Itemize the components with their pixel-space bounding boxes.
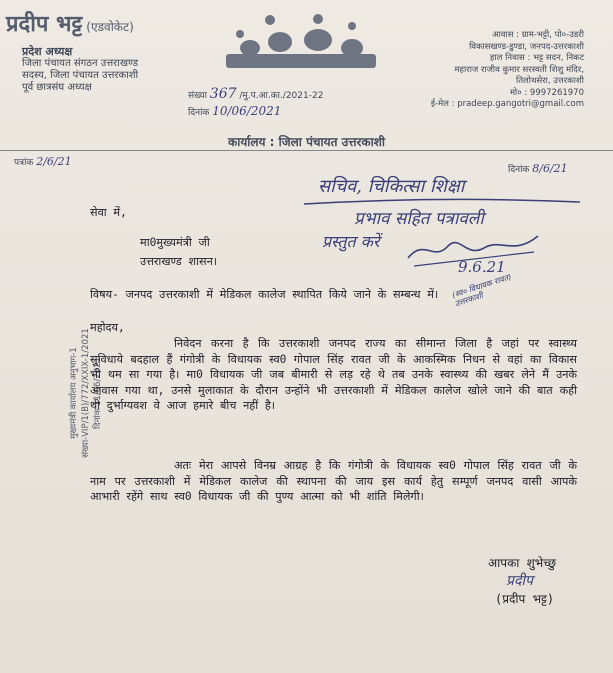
emblem-logo [220,14,380,74]
sender-name: प्रदीप भट्ट (एडवोकेट) [6,12,134,37]
recipient: मा0मुख्यमंत्री जी उत्तराखण्ड शासन। [140,236,218,268]
header-divider [0,150,613,151]
patrank: पत्रांक 2/6/21 [14,155,72,168]
sender-titles: प्रदेश अध्यक्ष जिला पंचायत संगठन उत्तराखण्ड सदस्य, जिला पंचायत उत्तरकाशी पूर्व छात्रसंघ अध्यक्ष [22,45,139,93]
paragraph-1: निवेदन करना है कि उत्तरकाशी जनपद राज्य का सीमान्त जिला है जहां पर स्वास्थ्य सुविधाये बदहाल हैं गंगोत्री के विधायक स्व0 गोपाल सिंह रावत जी के आकस्मिक निधन से वहां का विकास भी थम सा गया है। मा0 विधायक जी जब बीमारी से लड़ रहे थे तब उनके स्वास्थ्य की खबर लेने मैं उनके आवास गया था, उनसे मुलाकात के दौरान उन्होंने भी उत्तरकाशी में मेडिकल कालेज खोले जाने की बात कही थी दुर्भाग्यवश वे आज हमारे बीच नहीं है। [90,337,577,412]
greeting: महोदय, [90,321,125,334]
subject-line: विषय- जनपद उत्तरकाशी में मेडिकल कालेज स्थापित किये जाने के सम्बन्ध में। [90,288,439,301]
note-line-2: प्रभाव सहित पत्रावली [354,209,484,229]
salutation: सेवा में, [90,206,127,219]
note-date: 9.6.21 [458,258,506,276]
receipt-stamp: मुख्यमंत्री कार्यालय अनुभाग-1 संख्या-VIP/1(B)/772/XXIX-1/2021 दिनांक 11/06/2021 [69,328,103,458]
sender-designation: (एडवोकेट) [86,20,134,34]
sender-address: आवास : ग्राम-भट्टी, पो०-उडरी विकासखण्ड-डुण्डा, जनपद-उत्तरकाशी हाल निवास : भट्ट सदन, निकट महाराज राजीव कुमार सरस्वती शिशु मंदिर, तिलोथसेरा, उत्तरकाशी मो० : 9997261970 ई-मेल : pradeep.gangotri@gmail.com [430,30,584,109]
reference-number: संख्या 367 /मु.प.आ.का./2021-22 [188,86,324,102]
letter-date: दिनांक 10/06/2021 [188,104,282,118]
receipt-date: दिनांक 8/6/21 [508,162,568,175]
signatory-name: (प्रदीप भट्ट) [495,592,555,606]
note-line-3: प्रस्तुत करें [322,232,380,251]
note-line-1: सचिव, चिकित्सा शिक्षा [318,176,465,197]
signature: प्रदीप [506,573,533,589]
inline-stamp-note: (स्व० विधायक रावत) उत्तरकाशी [450,272,513,309]
paragraph-2: अतः मेरा आपसे विनम्र आग्रह है कि गंगोत्री के विधायक स्व0 गोपाल सिंह रावत जी के नाम पर उत्तरकाशी में मेडिकल कालेज की स्थापना की जाय इस कार्य हेतु सम्पूर्ण जनपद वासी आपके आभारी रहेंगे साथ स्व0 विधायक जी की पुण्य आत्मा को भी शांति मिलेगी। [90,459,577,503]
office-line: कार्यालय : जिला पंचायत उत्तरकाशी [228,135,385,149]
closing: आपका शुभेच्छु [488,556,557,570]
